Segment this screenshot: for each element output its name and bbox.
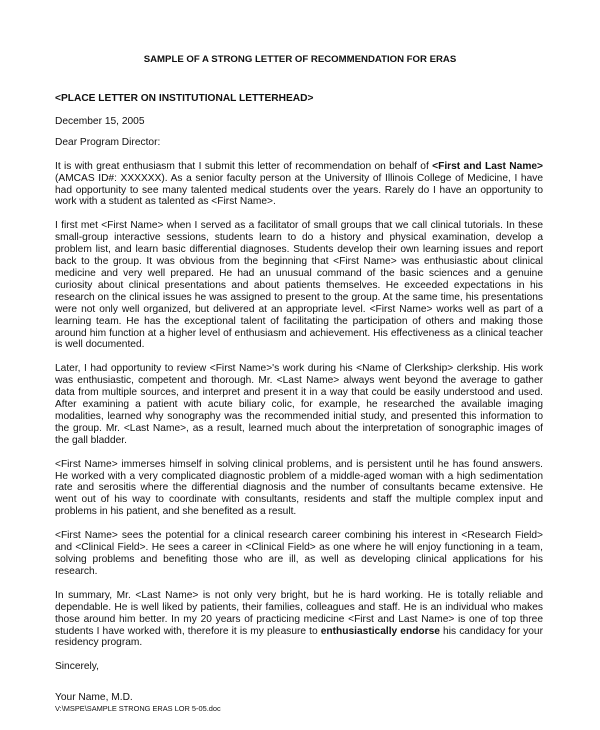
file-path: V:\MSPE\SAMPLE STRONG ERAS LOR 5-05.doc (55, 704, 221, 714)
paragraph-clinical-problems: <First Name> immerses himself in solving clinical problems, and is persistent until he has found answers. He worked with a very complicated diagnostic problem of a middle-aged woman with a high sedimentation rate and serositis where the differential diagnosis and the number of consultants became extensive. He went out of his way to coordinate with consultants, residents and staff the multiple complex input and problems in his patient, and she benefited as a result. (55, 458, 543, 518)
letter-body (55, 93, 543, 713)
candidate-full-name: <First and Last Name> (432, 160, 543, 172)
paragraph-research: <First Name> sees the potential for a clinical research career combining his interest in <Research Field> and <Clinical Field>. He sees a career in <Clinical Field> as one where he will enjoy functioning in a team, solving problems and benefiting those who are ill, as well as developing clinical applications for his research. (55, 530, 543, 577)
paragraph-intro (55, 161, 543, 209)
signature: Your Name, M.D. (55, 692, 133, 704)
letterhead-note: <PLACE LETTER ON INSTITUTIONAL LETTERHEAD> (55, 93, 314, 104)
paragraph-intro-text: It is with great enthusiasm that I submit this letter of recommendation on behalf of (55, 160, 433, 172)
paragraph-summary-end: his candidacy for your residency program. (55, 625, 543, 649)
paragraph-tutorials: I first met <First Name> when I served as a facilitator of small groups that we call clinical tutorials. In these small-group interactive sessions, students learn to do a history and physical examination, develop a problem list, and learn basic differential diagnoses. Students develop their own learning issues and report back to the group. It was obvious from the beginning that <First Name> was enthusiastic about clinical medicine and very well prepared. He had an unusual command of the basic sciences and a genuine curiosity about clinical presentations and about patients themselves. He exceeded expectations in his research on the clinical issues he was assigned to present to the group. At the same time, his presentations were not only well organized, but delivered at an appropriate level. <First Name> works well as part of a learning team. He has the exceptional talent of facilitating the participation of others and making those around him function at a higher level of enthusiasm and achievement. His effectiveness as a clinical teacher is well documented. (55, 220, 543, 351)
document-title: SAMPLE OF A STRONG LETTER OF RECOMMENDATION FOR ERAS (143, 54, 457, 65)
letter-date: December 15, 2005 (55, 115, 145, 127)
endorsement-emphasis: enthusiastically endorse (320, 625, 440, 637)
paragraph-summary-text: In summary, Mr. <Last Name> is not only very bright, but he is hard working. He is totally reliable and dependable. He is well liked by patients, their families, colleagues and staff. He is an individual who makes those around him better. In my 20 years of practicing medicine <First and Last Name> is one of top three students I have worked with, therefore it is my pleasure to (55, 589, 543, 637)
candidate-first-name: <First Name> (211, 196, 274, 208)
paragraph-intro-text-2: (AMCAS ID#: XXXXXX). As a senior faculty person at the University of Illinois College of Medicine, I have had opportunity to see many talented medical students over the years. Rarely do I have an opportunity to work with a student as talented as (55, 172, 543, 208)
paragraph-intro-end: . (273, 196, 276, 208)
closing: Sincerely, (55, 661, 99, 673)
paragraph-summary (55, 590, 543, 650)
paragraph-clerkship: Later, I had opportunity to review <First Name>'s work during his <Name of Clerkship> clerkship. His work was enthusiastic, competent and thorough. Mr. <Last Name> always went beyond the average to gather data from multiple sources, and interpret and present it in a way that could be easily understood and used. After examining a patient with acute biliary colic, for example, he researched the available imaging modalities, learned why sonography was the recommended initial study, and presented this information to the group. Mr. <Last Name>, as a result, learned much about the interpretation of sonographic images of the gall bladder. (55, 363, 543, 446)
salutation: Dear Program Director: (55, 136, 161, 148)
